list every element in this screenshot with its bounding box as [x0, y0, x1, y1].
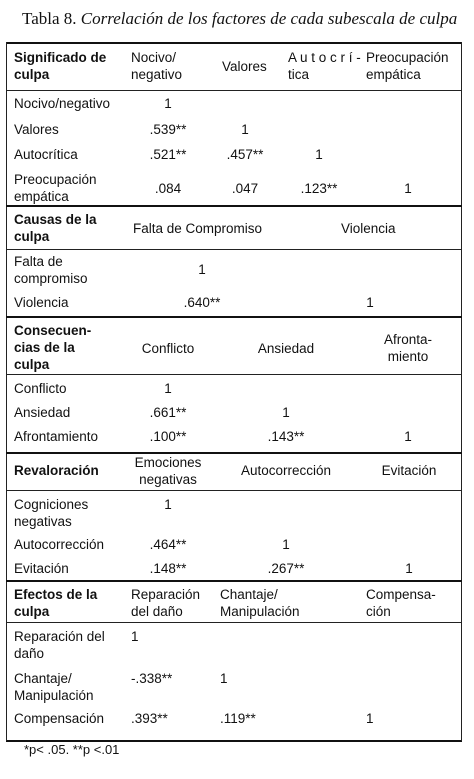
correlation-value: 1 — [366, 295, 374, 310]
row-label: Afrontamiento — [14, 429, 99, 444]
column-header: Reparación — [131, 587, 201, 602]
row-label: compromiso — [14, 271, 88, 286]
correlation-value: 1 — [366, 711, 374, 726]
section-header: Revaloración — [14, 463, 99, 478]
column-header: Preocupación — [366, 50, 449, 65]
section-header: culpa — [14, 357, 50, 372]
correlation-value: .100** — [149, 429, 187, 444]
column-header: Ansiedad — [257, 341, 315, 356]
row-label: Compensación — [14, 711, 105, 726]
correlation-value: .539** — [149, 122, 187, 137]
correlation-value: .047 — [231, 181, 259, 196]
correlation-value: .640** — [183, 295, 221, 310]
correlation-value: 1 — [282, 405, 290, 420]
column-header: ción — [366, 604, 391, 619]
row-label: Conflicto — [14, 381, 67, 396]
correlation-value: 1 — [220, 671, 228, 686]
correlation-value: .464** — [149, 537, 187, 552]
correlation-value: .119** — [220, 711, 256, 726]
section-header: Efectos de la — [14, 587, 98, 602]
row-label: Ansiedad — [14, 405, 71, 420]
caption-label: Tabla 8. — [22, 9, 77, 28]
table-caption — [22, 9, 457, 29]
correlation-value: .148** — [149, 561, 187, 576]
correlation-value: .084 — [154, 181, 182, 196]
section-header: Significado de — [14, 50, 107, 65]
correlation-value: 1 — [404, 429, 412, 444]
column-header: Valores — [222, 59, 267, 74]
correlation-value: 1 — [241, 122, 249, 137]
section-divider — [6, 205, 462, 207]
correlation-value: 1 — [405, 561, 413, 576]
correlation-value: .661** — [149, 405, 187, 420]
section-header: culpa — [14, 67, 50, 82]
correlation-value: .457** — [226, 147, 264, 162]
section-header-rule — [6, 622, 462, 623]
column-header: negativas — [139, 472, 197, 487]
column-header: Violencia — [341, 221, 396, 236]
section-header: cias de la — [14, 340, 75, 355]
row-label: Preocupación — [14, 172, 97, 187]
section-header: Causas de la — [14, 212, 97, 227]
correlation-value: 1 — [282, 537, 290, 552]
row-label: Autocrítica — [14, 147, 78, 162]
table-right-border — [461, 42, 462, 741]
section-header: Consecuen- — [14, 323, 92, 338]
correlation-value: 1 — [164, 96, 172, 111]
correlation-value: .123** — [300, 181, 338, 196]
correlation-value: 1 — [131, 629, 139, 644]
table-footnote: *p< .05. **p <.01 — [24, 742, 120, 757]
section-divider — [6, 452, 462, 454]
section-header-rule — [6, 90, 462, 91]
column-header: Compensa- — [366, 587, 436, 602]
row-label: Autocorrección — [14, 537, 105, 552]
row-label: Cogniciones — [14, 497, 89, 512]
row-label: Reparación del — [14, 629, 105, 644]
correlation-value: .521** — [149, 147, 187, 162]
correlation-value: 1 — [164, 381, 172, 396]
section-header-rule — [6, 249, 462, 250]
column-header: negativo — [131, 67, 183, 82]
row-label: empática — [14, 189, 69, 204]
correlation-value: 1 — [164, 497, 172, 512]
column-header: Autocorrección — [240, 463, 332, 478]
section-divider — [6, 316, 462, 318]
table-left-border — [6, 42, 7, 741]
row-label: Falta de — [14, 254, 63, 269]
column-header: Conflicto — [141, 341, 195, 356]
correlation-value: 1 — [404, 181, 412, 196]
column-header: Evitación — [381, 463, 437, 478]
column-header: Nocivo/ — [131, 50, 177, 65]
correlation-value: .393** — [131, 711, 168, 726]
row-label: negativas — [14, 514, 72, 529]
section-header: culpa — [14, 229, 50, 244]
section-header-rule — [6, 490, 462, 491]
row-label: Chantaje/ — [14, 671, 72, 686]
column-header: Afronta- — [383, 332, 433, 347]
caption-title: Correlación de los factores de cada subescala de culpa — [80, 9, 458, 28]
row-label: Evitación — [14, 561, 69, 576]
column-header: tica — [288, 67, 310, 82]
column-header: empática — [366, 67, 421, 82]
column-header: A u t o c r í - — [288, 50, 361, 65]
column-header: del daño — [131, 604, 183, 619]
correlation-value: .143** — [267, 429, 305, 444]
section-header: culpa — [14, 604, 50, 619]
column-header: Chantaje/ — [220, 587, 278, 602]
correlation-value: .267** — [267, 561, 305, 576]
row-label: Nocivo/negativo — [14, 96, 111, 111]
column-header: Falta de Compromiso — [133, 221, 263, 236]
column-header: miento — [387, 349, 429, 364]
column-header: Emociones — [134, 455, 202, 470]
table-top-rule — [6, 42, 462, 44]
correlation-value: 1 — [315, 147, 323, 162]
section-header-rule — [6, 374, 462, 375]
row-label: Violencia — [14, 295, 69, 310]
row-label: Valores — [14, 122, 59, 137]
row-label: daño — [14, 646, 45, 661]
section-divider — [6, 580, 462, 582]
correlation-value: 1 — [198, 262, 206, 277]
row-label: Manipulación — [14, 688, 94, 703]
correlation-value: -.338** — [131, 671, 173, 686]
column-header: Manipulación — [220, 604, 300, 619]
